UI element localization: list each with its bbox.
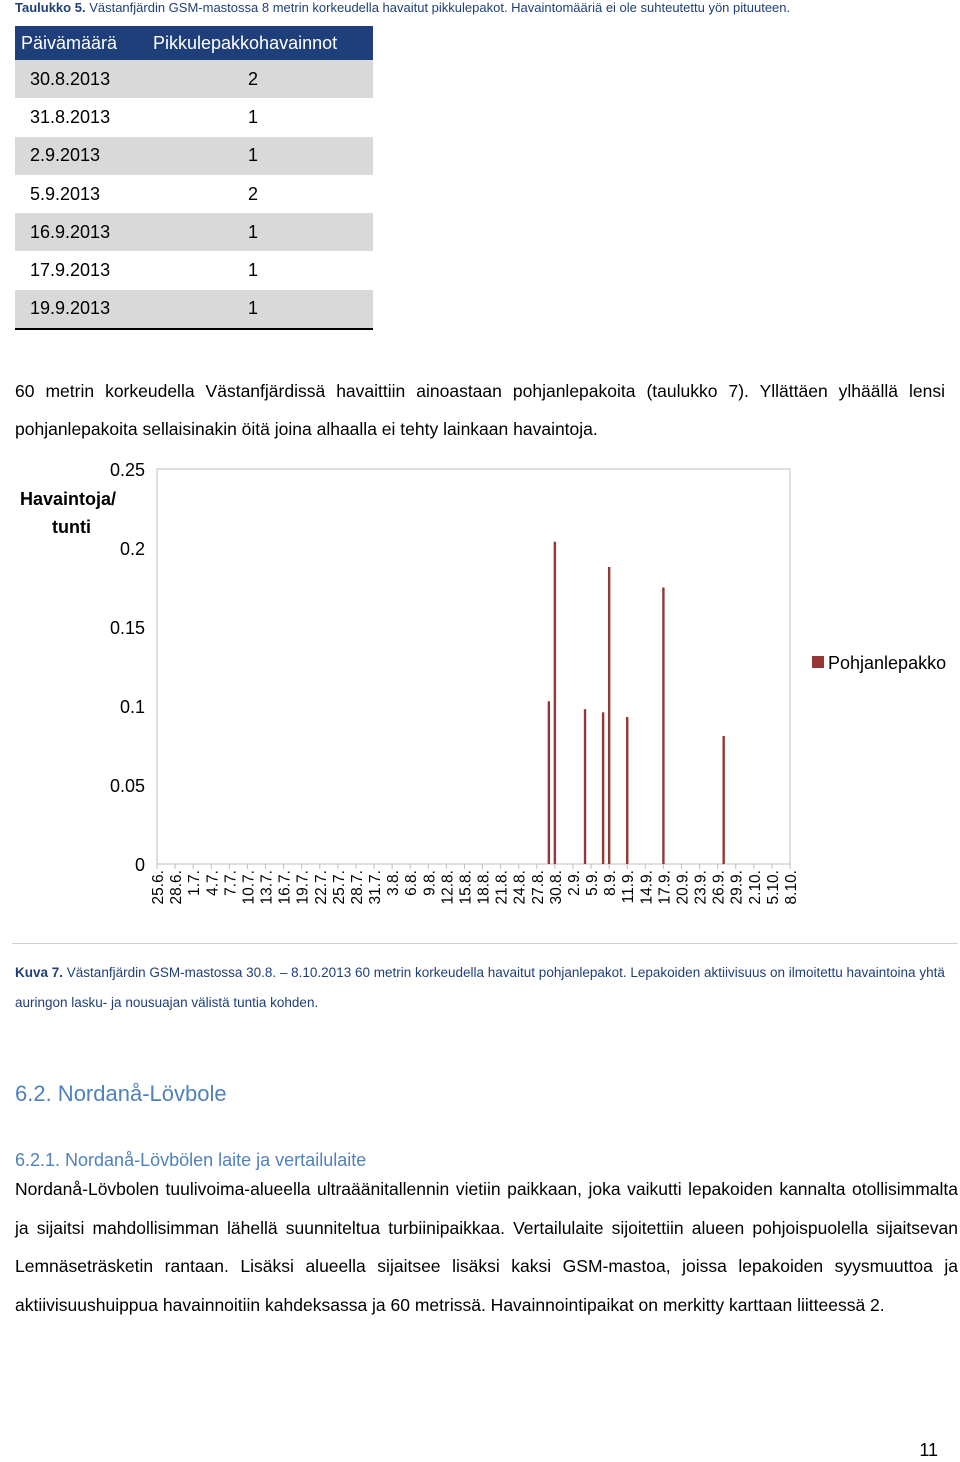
x-tick-label: 21.8.	[493, 870, 511, 905]
x-tick-label: 23.9.	[692, 870, 710, 905]
row-value: 1	[143, 137, 373, 175]
y-tick-label: 0.15	[109, 618, 145, 638]
x-tick-label: 8.9.	[602, 870, 620, 896]
x-tick-label: 2.9.	[565, 870, 583, 896]
paragraph-site-description: Nordanå-Lövbolen tuulivoima-alueella ultraäänitallennin vietiin paikkaan, joka vaikutti lepakoiden kannalta otollisimmalta ja sijaitsi mahdollisimman lähellä suunniteltua turbiinipaikkaa. Vertailulaite sijoitettiin alueen pohjoispuolella sijaitsevan Lemnäseträsketin rantaan. Lisäksi alueella sijaitsee lisäksi kaksi GSM-mastoa, joissa lepakoiden syysmuuttoa ja aktiivisuushuippua havainnoitiin kahdeksassa ja 60 metrissä. Havainnointipaikat on merkitty karttaan liitteessä 2.	[15, 1179, 958, 1315]
x-tick-label: 18.8.	[475, 870, 493, 905]
row-value: 1	[248, 260, 259, 281]
x-tick-label: 5.10.	[764, 870, 782, 905]
activity-chart	[12, 455, 958, 944]
x-tick-label: 4.7.	[204, 870, 222, 896]
chart-canvas	[12, 455, 958, 943]
x-tick-label: 11.9.	[620, 870, 638, 904]
x-tick-label: 30.8.	[547, 870, 565, 905]
table-row	[15, 137, 373, 175]
x-tick-label: 14.9.	[638, 870, 656, 905]
table-row	[15, 60, 373, 98]
legend-label: Pohjanlepakko	[828, 653, 947, 673]
y-tick-label: 0.25	[109, 460, 145, 480]
x-tick-label: 12.8.	[439, 870, 457, 905]
x-tick-label: 25.6.	[150, 870, 167, 905]
table-caption	[15, 0, 790, 15]
x-tick-label: 13.7.	[258, 870, 276, 905]
chart-bar	[662, 588, 664, 865]
x-tick-label: 1.7.	[186, 870, 204, 896]
y-tick-label: 0.2	[119, 539, 145, 559]
row-date: 30.8.2013	[15, 60, 143, 98]
x-tick-label: 24.8.	[511, 870, 529, 905]
chart-bar	[608, 567, 610, 864]
x-tick-label: 16.7.	[276, 870, 294, 905]
y-tick-label: 0.1	[119, 697, 145, 717]
table-row	[15, 290, 373, 329]
y-tick-label: 0	[134, 855, 145, 875]
x-tick-label: 9.8.	[421, 870, 439, 896]
table-header-row	[15, 26, 373, 60]
table-caption-label: Taulukko 5.	[15, 0, 86, 15]
row-value: 1	[248, 106, 259, 127]
x-tick-label: 28.7.	[348, 870, 366, 905]
table-row	[15, 175, 373, 213]
x-tick-label: 27.8.	[529, 870, 547, 905]
row-date: 5.9.2013	[30, 183, 101, 204]
x-tick-label: 22.7.	[312, 870, 330, 905]
y-axis-label: tunti	[52, 517, 91, 537]
table-row	[15, 251, 373, 289]
chart-bar	[626, 717, 628, 864]
x-tick-label: 17.9.	[656, 870, 674, 905]
row-value: 1	[143, 290, 373, 329]
x-tick-label: 15.8.	[457, 870, 475, 905]
x-tick-label: 29.9.	[728, 870, 746, 905]
x-tick-label: 3.8.	[385, 870, 403, 896]
x-tick-label: 25.7.	[330, 870, 348, 905]
x-tick-label: 20.9.	[674, 870, 692, 905]
row-date: 31.8.2013	[30, 106, 111, 127]
y-axis-label: Havaintoja/	[20, 489, 117, 509]
paragraph-results: 60 metrin korkeudella Västanfjärdissä havaittiin ainoastaan pohjanlepakoita (taulukko 7). Yllättäen ylhäällä lensi pohjanlepakoita sellaisinakin öitä joina alhaalla ei tehty lainkaan havaintoja.	[15, 381, 945, 439]
x-tick-label: 2.10.	[746, 870, 764, 905]
row-value: 1	[143, 213, 373, 251]
x-tick-label: 28.6.	[168, 870, 186, 905]
figure-caption	[15, 958, 945, 1018]
x-tick-label: 6.8.	[403, 870, 421, 896]
table-row	[15, 98, 373, 136]
legend-swatch	[812, 656, 824, 668]
x-tick-label: 31.7.	[367, 870, 385, 905]
row-value: 2	[248, 183, 259, 204]
row-date: 17.9.2013	[30, 260, 111, 281]
row-date: 19.9.2013	[15, 290, 143, 329]
figure-caption-label: Kuva 7.	[15, 965, 64, 980]
x-tick-label: 19.7.	[294, 870, 312, 905]
chart-bar	[584, 709, 586, 864]
row-date: 16.9.2013	[15, 213, 143, 251]
subsection-heading: 6.2.1. Nordanå-Lövbölen laite ja vertailulaite	[15, 1150, 367, 1170]
figure-caption-text: Västanfjärdin GSM-mastossa 30.8. – 8.10.2013 60 metrin korkeudella havaitut pohjanlepakot. Lepakoiden aktiivisuus on ilmoitettu havaintoina yhtä auringon lasku- ja nousuajan välistä tuntia kohden.	[15, 965, 945, 1010]
plot-area	[157, 469, 790, 864]
chart-bar	[548, 701, 550, 864]
column-header-date: Päivämäärä	[15, 26, 143, 60]
row-date: 2.9.2013	[15, 137, 143, 175]
chart-bar	[602, 712, 604, 864]
table-caption-text: Västanfjärdin GSM-mastossa 8 metrin korkeudella havaitut pikkulepakot. Havaintomääriä ei ole suhteutettu yön pituuteen.	[89, 0, 791, 15]
chart-bar	[722, 736, 724, 864]
x-tick-label: 26.9.	[710, 870, 728, 905]
chart-bar	[554, 542, 556, 864]
x-tick-label: 10.7.	[240, 870, 258, 905]
y-tick-label: 0.05	[109, 776, 145, 796]
x-tick-label: 5.9.	[584, 870, 602, 896]
section-heading: 6.2. Nordanå-Lövbole	[15, 1081, 227, 1106]
column-header-observations: Pikkulepakkohavainnot	[143, 26, 373, 60]
row-value: 2	[143, 60, 373, 98]
table-row	[15, 213, 373, 251]
page-number: 11	[919, 1440, 938, 1460]
x-tick-label: 8.10.	[783, 870, 800, 905]
observations-table	[15, 26, 373, 330]
x-tick-label: 7.7.	[222, 870, 240, 896]
